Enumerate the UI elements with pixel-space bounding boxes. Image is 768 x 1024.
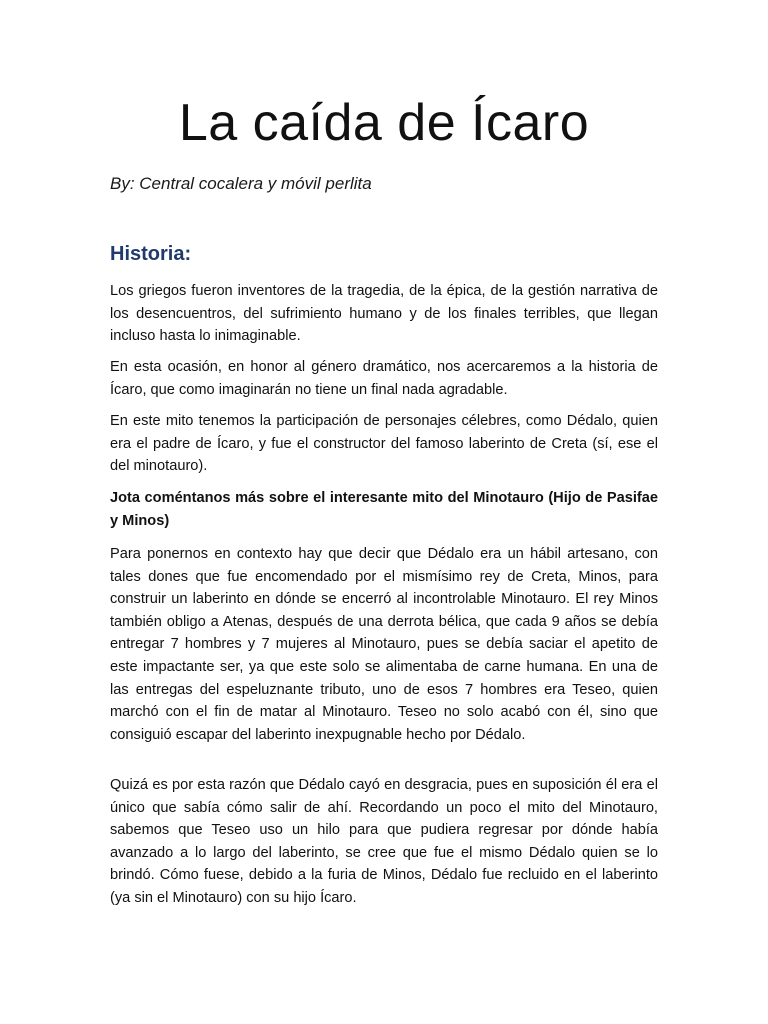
section-heading: Historia: (110, 243, 192, 265)
byline: By: Central cocalera y móvil perlita (110, 174, 372, 193)
document-title: La caída de Ícaro (178, 94, 590, 152)
paragraph: Los griegos fueron inventores de la tragedia, de la épica, de la gestión narrativa de los desencuentros, del sufrimiento humano y de los finales terribles, que llegan incluso hasta lo inimaginable. (110, 283, 658, 345)
subheading: Jota coméntanos más sobre el interesante mito del Minotauro (Hijo de Pasifae y Minos) (110, 490, 658, 529)
paragraph: Quizá es por esta razón que Dédalo cayó en desgracia, pues en suposición él era el único que sabía cómo salir de ahí. Recordando un poco el mito del Minotauro, sabemos que Teseo uso un hilo para que pudiera regresar por dónde había avanzado a lo largo del laberinto, se cree que fue el mismo Dédalo quien se lo brindó. Cómo fuese, debido a la furia de Minos, Dédalo fue recluido en el laberinto (ya sin el Minotauro) con su hijo Ícaro. (110, 777, 658, 906)
paragraph: En este mito tenemos la participación de personajes célebres, como Dédalo, quien era el padre de Ícaro, y fue el constructor del famoso laberinto de Creta (sí, ese el del minotauro). (110, 413, 658, 475)
paragraph: Para ponernos en contexto hay que decir que Dédalo era un hábil artesano, con tales dones que fue encomendado por el mismísimo rey de Creta, Minos, para construir un laberinto en dónde se encerró al incontrolable Minotauro. El rey Minos también obligo a Atenas, después de una derrota bélica, que cada 9 años se debía entregar 7 hombres y 7 mujeres al Minotauro, pues se debía saciar el apetito de este impactante ser, ya que este solo se alimentaba de carne humana. En una de las entregas del espeluznante tributo, uno de esos 7 hombres era Teseo, quien marchó con el fin de matar al Minotauro. Teseo no solo acabó con él, sino que consiguió escapar del laberinto inexpugnable hecho por Dédalo. (110, 546, 658, 743)
paragraph: En esta ocasión, en honor al género dramático, nos acercaremos a la historia de Ícaro, que como imaginarán no tiene un final nada agradable. (110, 359, 658, 398)
